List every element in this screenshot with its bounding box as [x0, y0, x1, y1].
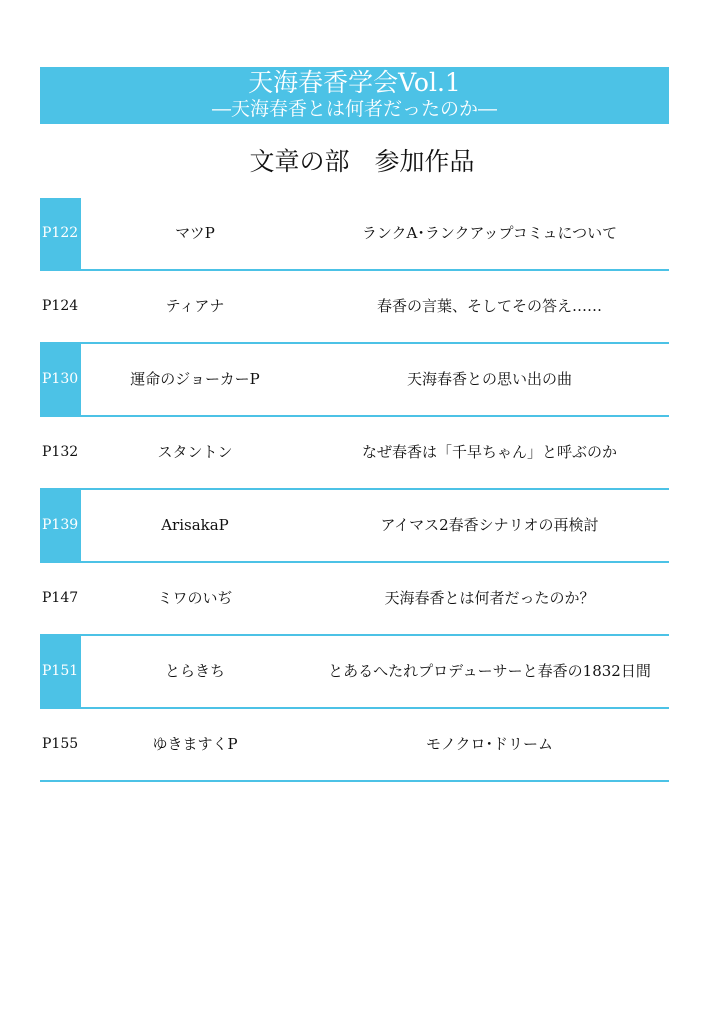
- article-title: なぜ春香は「千早ちゃん」と呼ぶのか: [361, 443, 617, 461]
- article-title: 天海春香との思い出の曲: [406, 370, 572, 388]
- section-heading: 文章の部 参加作品: [249, 147, 475, 176]
- page-number: P139: [40, 490, 81, 561]
- author-name: ティアナ: [165, 297, 225, 315]
- author-name: ArisakaP: [161, 516, 229, 534]
- table-of-contents: [40, 198, 669, 782]
- toc-row: [40, 709, 669, 782]
- page-number: P124: [42, 298, 79, 314]
- toc-row: [40, 198, 669, 271]
- author-name: 運命のジョーカーP: [130, 370, 260, 388]
- author-name: ミワのいぢ: [157, 589, 233, 607]
- author-name: ゆきますくP: [152, 735, 238, 753]
- toc-row: [40, 636, 669, 709]
- article-title: 天海春香とは何者だったのか？: [384, 589, 595, 607]
- document-subtitle: ―天海春香とは何者だったのか―: [211, 98, 497, 120]
- toc-row: [40, 490, 669, 563]
- article-title: モノクロ･ドリーム: [426, 735, 553, 753]
- article-title: アイマス2春香シナリオの再検討: [380, 516, 599, 534]
- article-title: 春香の言葉、そしてその答え……: [376, 297, 602, 315]
- toc-row: [40, 344, 669, 417]
- toc-row: [40, 271, 669, 344]
- author-name: とらきち: [164, 662, 225, 680]
- page-number: P130: [40, 344, 81, 415]
- page-number: P147: [42, 590, 79, 606]
- author-name: スタントン: [157, 443, 233, 461]
- page-number: P151: [40, 636, 81, 707]
- page-number: P122: [40, 198, 81, 269]
- page-number: P132: [42, 444, 79, 460]
- article-title: ランクA･ランクアップコミュについて: [361, 224, 618, 242]
- author-name: マツP: [175, 224, 215, 242]
- article-title: とあるへたれプロデューサーと春香の1832日間: [328, 662, 651, 680]
- header-banner: [40, 67, 669, 124]
- toc-row: [40, 563, 669, 636]
- toc-row: [40, 417, 669, 490]
- document-title: 天海春香学会Vol.1: [248, 68, 461, 97]
- page-number: P155: [42, 736, 79, 752]
